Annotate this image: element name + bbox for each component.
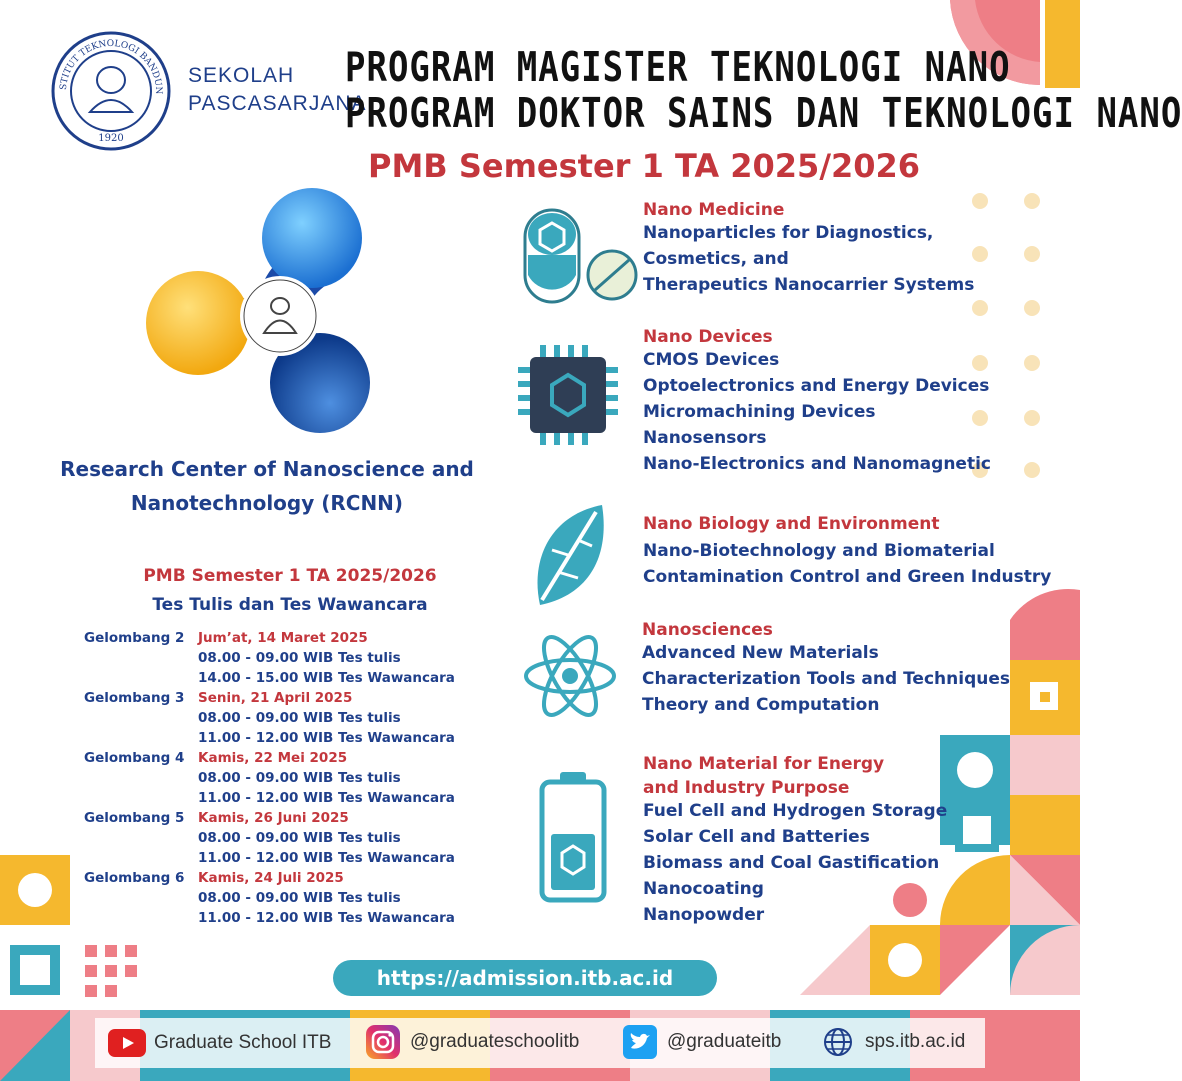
pmb-heading: PMB Semester 1 TA 2025/2026 [368, 147, 921, 185]
schedule-subtitle: Tes Tulis dan Tes Wawancara [152, 595, 428, 615]
svg-text:INSTITUT TEKNOLOGI BANDUNG [50, 30, 163, 95]
twitter-icon [623, 1025, 657, 1059]
footer-youtube[interactable]: Graduate School ITB [108, 1026, 331, 1060]
globe-icon [823, 1027, 853, 1057]
footer-instagram[interactable]: @graduateschoolitb [366, 1024, 579, 1060]
capsule-icon [520, 205, 640, 305]
category-nanosciences: Nanosciences Advanced New Materials Characterization Tools and Techniques Theory and Computation [642, 620, 1010, 715]
chip-icon [518, 345, 618, 445]
rcnn-title: Research Center of Nanoscience and Nanotechnology (RCNN) [60, 457, 474, 515]
category-nano-biology: Nano Biology and Environment Nano-Biotechnology and Biomaterial Contamination Control and Green Industry [643, 514, 1052, 587]
title-line2: PROGRAM DOKTOR SAINS DAN TEKNOLOGI NANO [345, 90, 1182, 138]
battery-icon [538, 770, 608, 905]
instagram-icon [366, 1025, 400, 1059]
admission-url-button[interactable]: https://admission.itb.ac.id [333, 960, 717, 996]
rcnn-logo [140, 188, 380, 438]
title-line1: PROGRAM MAGISTER TEKNOLOGI NANO [345, 44, 1011, 92]
school-name: SEKOLAH PASCASARJANA [188, 64, 367, 115]
logo-year: 1920 [98, 133, 124, 144]
leaf-icon [530, 500, 610, 610]
footer-website[interactable]: sps.itb.ac.id [823, 1024, 965, 1060]
footer-twitter[interactable]: @graduateitb [623, 1024, 781, 1060]
atom-icon [522, 630, 618, 722]
category-nano-material: Nano Material for Energy and Industry Purpose Fuel Cell and Hydrogen Storage Solar Cell and Batteries Biomass and Coal Gastification Nanocoating Nanopowder [643, 754, 948, 925]
category-nano-medicine: Nano Medicine Nanoparticles for Diagnostics, Cosmetics, and Therapeutics Nanocarrier Systems [643, 200, 975, 295]
category-nano-devices: Nano Devices CMOS Devices Optoelectronics and Energy Devices Micromachining Devices Nanosensors Nano-Electronics and Nanomagnetic [643, 327, 991, 474]
itb-logo [50, 30, 172, 152]
youtube-icon [108, 1029, 146, 1057]
schedule-title: PMB Semester 1 TA 2025/2026 [143, 566, 437, 586]
logo-text: STITUT TEKNOLOGI BANDUN [58, 38, 164, 95]
